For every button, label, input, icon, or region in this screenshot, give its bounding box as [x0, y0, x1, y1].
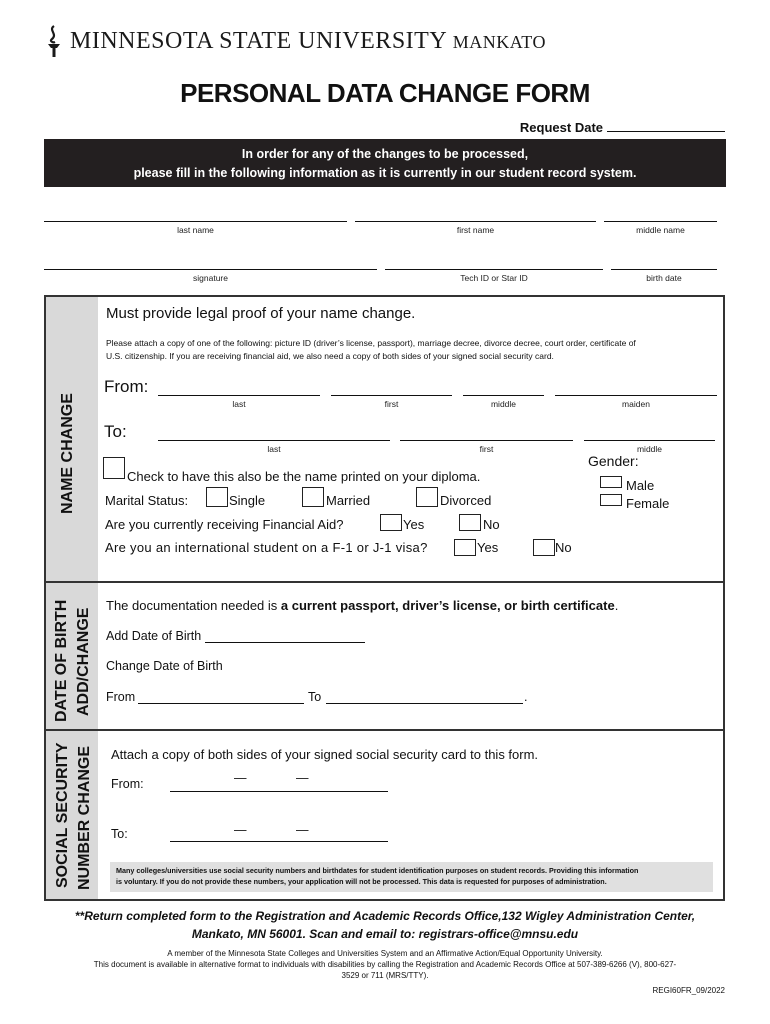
change-dob-to-label: To — [308, 690, 322, 704]
married-label: Married — [326, 493, 371, 508]
ssn-to-line[interactable] — [170, 841, 388, 842]
birth-date-line[interactable] — [611, 269, 717, 270]
request-date-label: Request Date — [519, 120, 603, 135]
ssn-from-dash-1: — — [234, 771, 247, 785]
visa-no-label: No — [555, 540, 572, 555]
from-last-line[interactable] — [158, 395, 320, 396]
last-name-label: last name — [177, 225, 214, 235]
to-middle-label: middle — [636, 444, 663, 454]
aid-yes-label: Yes — [403, 517, 425, 532]
form-code: REGI60FR_09/2022 — [652, 986, 725, 995]
ssn-side-label-1: SOCIAL SECURITY — [54, 742, 71, 888]
financial-aid-question: Are you currently receiving Financial Aid? — [105, 517, 344, 532]
university-logo — [44, 24, 546, 58]
diploma-label: Check to have this also be the name printed on your diploma. — [127, 469, 481, 484]
name-change-heading: Must provide legal proof of your name change. — [106, 305, 416, 322]
to-last-label: last — [267, 444, 281, 454]
change-dob-from-label: From — [106, 690, 136, 704]
dob-documentation-bold: a current passport, driver’s license, or birth certificate — [280, 598, 615, 613]
instruction-banner — [44, 139, 726, 187]
ssn-to-dash-1: — — [234, 823, 247, 837]
from-middle-label: middle — [490, 399, 517, 409]
middle-name-label: middle name — [636, 225, 685, 235]
to-last-line[interactable] — [158, 440, 390, 441]
banner-line-2: please fill in the following information as it is currently in our student record system. — [133, 166, 637, 180]
dob-side-label-2: ADD/CHANGE — [75, 607, 92, 716]
from-label: From: — [104, 377, 149, 396]
female-checkbox[interactable] — [600, 494, 622, 506]
from-last-label: last — [232, 399, 246, 409]
ssn-from-dash-2: — — [296, 771, 309, 785]
from-first-line[interactable] — [331, 395, 452, 396]
marital-status-label: Marital Status: — [105, 493, 189, 508]
middle-name-line[interactable] — [604, 221, 717, 222]
from-first-label: first — [384, 399, 399, 409]
form-title: PERSONAL DATA CHANGE FORM — [180, 78, 590, 108]
last-name-line[interactable] — [44, 221, 347, 222]
change-dob-label: Change Date of Birth — [106, 659, 223, 673]
married-checkbox[interactable] — [302, 487, 324, 507]
ssn-to-dash-2: — — [296, 823, 309, 837]
first-name-label: first name — [456, 225, 495, 235]
add-dob-line[interactable] — [205, 642, 365, 643]
request-date-line[interactable] — [607, 120, 725, 132]
change-dob-from-line[interactable] — [138, 703, 304, 704]
visa-yes-label: Yes — [477, 540, 499, 555]
ssn-privacy-note: Many colleges/universities use social security numbers and birthdates for student identification purposes on student records. Providing this information is voluntary. If you do not provide these numbers, your application will not be processed. This data is requested for purposes of administration. — [110, 862, 713, 892]
tech-id-label: Tech ID or Star ID — [460, 273, 528, 283]
ssn-heading: Attach a copy of both sides of your signed social security card to this form. — [111, 747, 539, 762]
torch-logo-icon — [44, 24, 64, 58]
visa-question: Are you an international student on a F-1 or J-1 visa? — [105, 540, 428, 555]
divorced-checkbox[interactable] — [416, 487, 438, 507]
to-first-line[interactable] — [400, 440, 573, 441]
divorced-label: Divorced — [440, 493, 492, 508]
add-dob-label: Add Date of Birth — [106, 629, 202, 643]
name-change-side-label: NAME CHANGE — [59, 393, 76, 514]
first-name-line[interactable] — [355, 221, 596, 222]
single-label: Single — [229, 493, 266, 508]
aid-yes-checkbox[interactable] — [380, 514, 402, 531]
from-middle-line[interactable] — [463, 395, 544, 396]
signature-line[interactable] — [44, 269, 377, 270]
to-middle-line[interactable] — [584, 440, 715, 441]
change-dob-to-line[interactable] — [326, 703, 523, 704]
to-first-label: first — [479, 444, 494, 454]
gender-label: Gender: — [588, 453, 639, 469]
banner-line-1: In order for any of the changes to be processed, — [241, 147, 529, 161]
male-label: Male — [626, 478, 655, 493]
ssn-from-label: From: — [111, 777, 144, 791]
ssn-from-line[interactable] — [170, 791, 388, 792]
tech-id-line[interactable] — [385, 269, 603, 270]
logo-wordmark: MINNESOTA STATE UNIVERSITY MANKATO — [70, 27, 546, 54]
aid-no-checkbox[interactable] — [459, 514, 481, 531]
single-checkbox[interactable] — [206, 487, 228, 507]
return-instructions: **Return completed form to the Registration and Academic Records Office,132 Wigley Administration Center, Mankato, MN 56001. Scan and email to: registrars-office@mnsu.edu — [74, 909, 696, 941]
footer-disclaimer: A member of the Minnesota State Colleges and Universities System and an Affirmative Action/Equal Opportunity University. This document is available in alternative format to individuals with disabilities by calling the Registration and Academic Records Office at 507-389-6266 (V), 800-627- 3529 or 711 (MRS/TTY). — [93, 949, 677, 980]
female-label: Female — [626, 496, 670, 511]
diploma-checkbox[interactable] — [103, 457, 125, 479]
from-maiden-label: maiden — [622, 399, 650, 409]
dob-side-label-1: DATE OF BIRTH — [53, 599, 70, 722]
male-checkbox[interactable] — [600, 476, 622, 488]
dob-documentation-text: The documentation needed is a current passport, driver’s license, or birth certificate. — [106, 598, 619, 613]
ssn-to-label: To: — [111, 827, 128, 841]
change-dob-period: . — [524, 690, 528, 704]
aid-no-label: No — [483, 517, 500, 532]
name-change-instructions: Please attach a copy of one of the following: picture ID (driver’s license, passport), marriage decree, divorce decree, court order, certificate of U.S. citizenship. If you are receiving financial aid, we also need a copy of both sides of your signed social security card. — [106, 338, 636, 361]
ssn-side-label-2: NUMBER CHANGE — [76, 746, 93, 890]
birth-date-label: birth date — [646, 273, 682, 283]
to-label: To: — [104, 422, 127, 441]
request-date-field[interactable] — [520, 120, 725, 135]
visa-yes-checkbox[interactable] — [454, 539, 476, 556]
signature-label: signature — [193, 273, 228, 283]
from-maiden-line[interactable] — [555, 395, 717, 396]
visa-no-checkbox[interactable] — [533, 539, 555, 556]
